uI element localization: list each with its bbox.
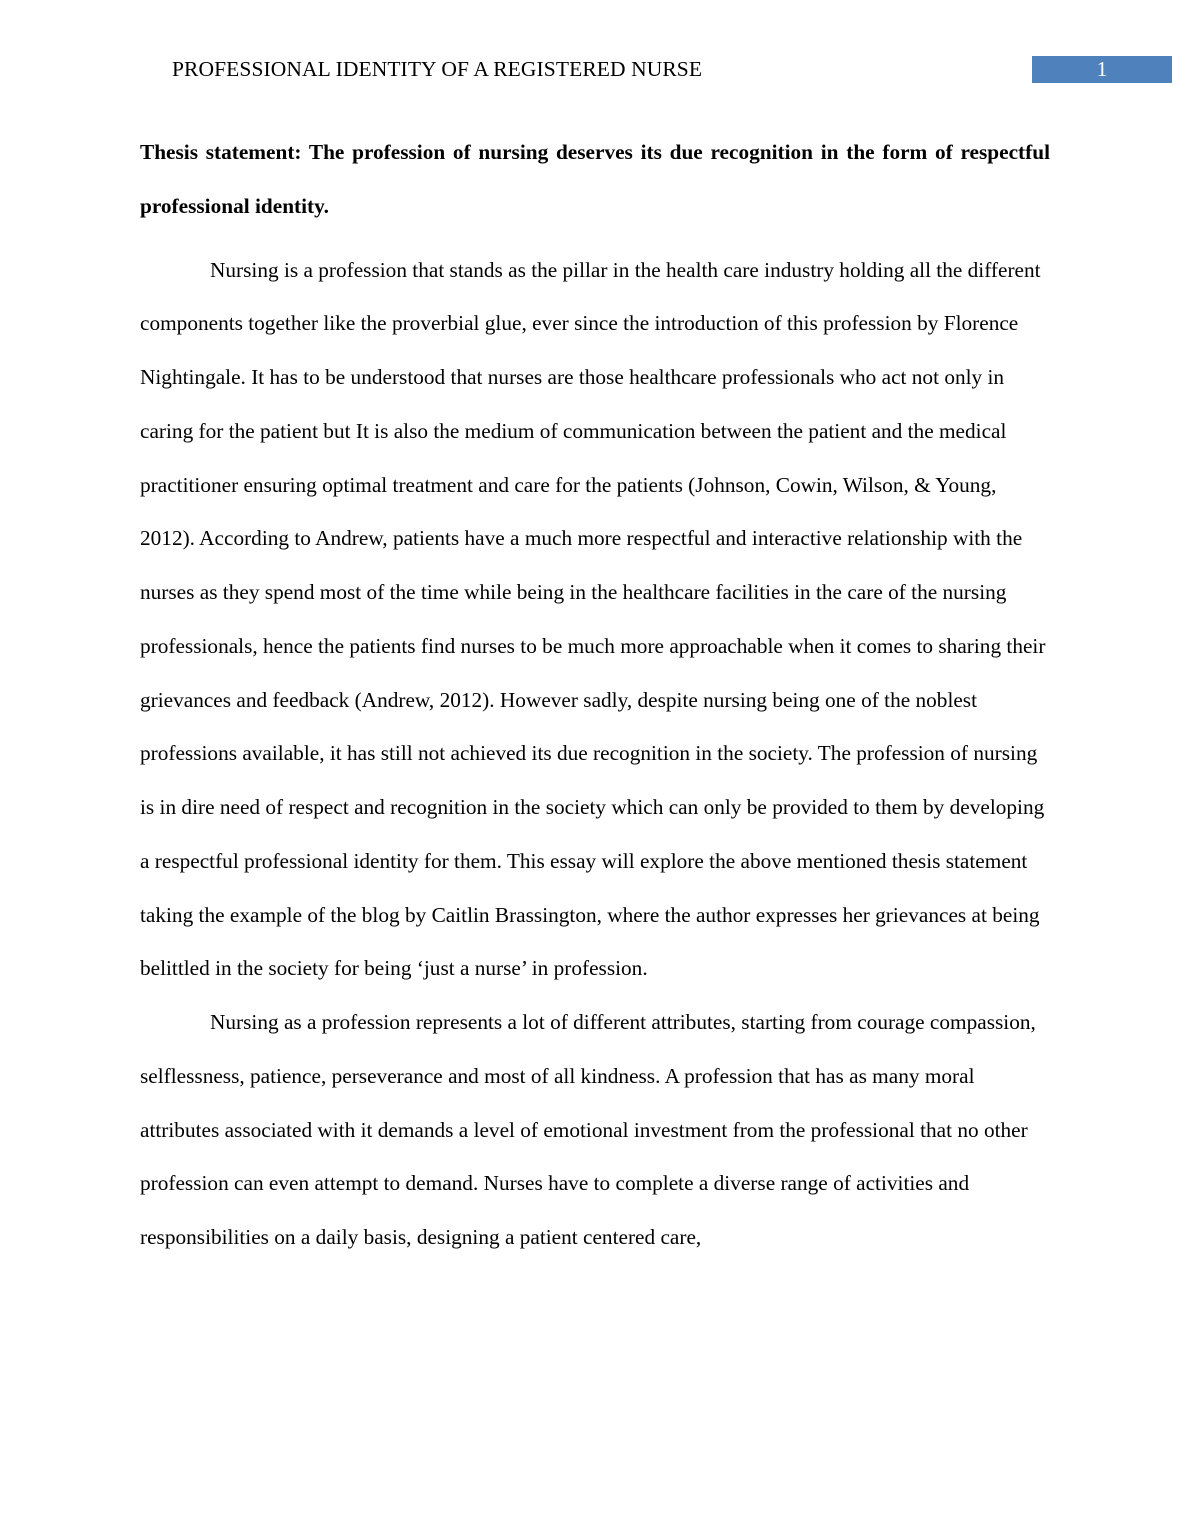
thesis-statement: Thesis statement: The profession of nursing deserves its due recognition in the form of respectful professional identity. [140,140,1050,218]
body-paragraph: Nursing is a profession that stands as the pillar in the health care industry holding all the different components together like the proverbial glue, ever since the introduction of this profession by Florence Nightingale. It has to be understood that nurses are those healthcare professionals who act not only in caring for the patient but It is also the medium of communication between the patient and the medical practitioner ensuring optimal treatment and care for the patients (Johnson, Cowin, Wilson, & Young, 2012). According to Andrew, patients have a much more respectful and interactive relationship with the nurses as they spend most of the time while being in the healthcare facilities in the care of the nursing professionals, hence the patients find nurses to be much more approachable when it comes to sharing their grievances and feedback (Andrew, 2012). However sadly, despite nursing being one of the noblest professions available, it has still not achieved its due recognition in the society. The profession of nursing is in dire need of respect and recognition in the society which can only be provided to them by developing a respectful professional identity for them. This essay will explore the above mentioned thesis statement taking the example of the blog by Caitlin Brassington, where the author expresses her grievances at being belittled in the society for being ‘just a nurse’ in profession. [140,257,1046,981]
document-body [140,126,1050,1265]
page-number-box [1032,56,1172,83]
page-number: 1 [1096,57,1108,81]
running-head: PROFESSIONAL IDENTITY OF A REGISTERED NURSE [172,57,703,81]
body-paragraph: Nursing as a profession represents a lot of different attributes, starting from courage compassion, selflessness, patience, perseverance and most of all kindness. A profession that has as many moral attributes associated with it demands a level of emotional investment from the professional that no other profession can even attempt to demand. Nurses have to complete a diverse range of activities and responsibilities on a daily basis, designing a patient centered care, [140,1010,1036,1249]
